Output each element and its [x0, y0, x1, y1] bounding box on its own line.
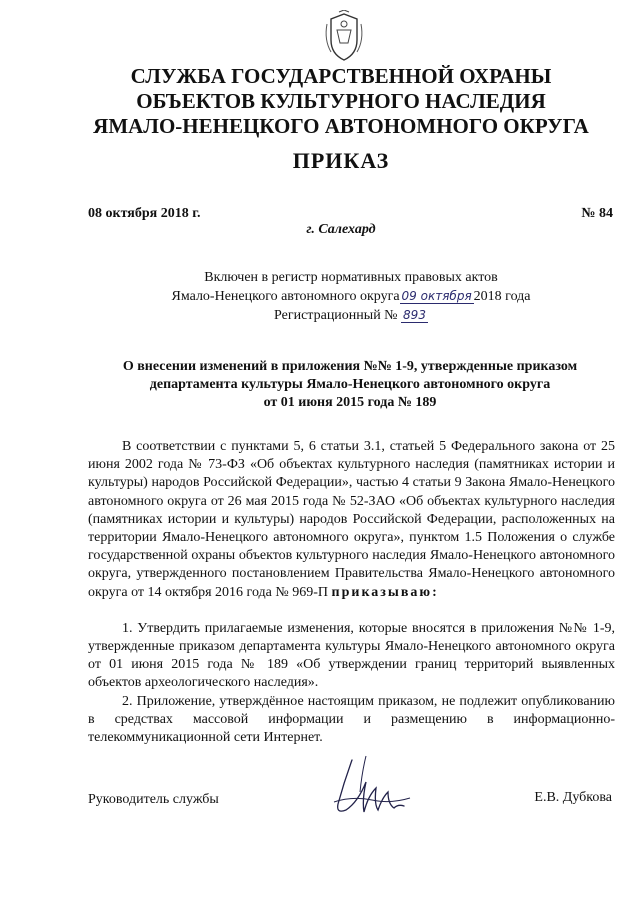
subject-line-1: О внесении изменений в приложения №№ 1-9, утвержденные приказом — [122, 359, 578, 374]
order-body — [88, 438, 615, 747]
order-subject — [90, 358, 610, 412]
coat-of-arms-emblem — [321, 10, 367, 64]
registry-line-1: Включен в регистр нормативных правовых актов — [204, 270, 498, 285]
org-title-line-3: ЯМАЛО-НЕНЕЦКОГО АВТОНОМНОГО ОКРУГА — [93, 114, 589, 138]
order-date: 08 октября 2018 г. — [88, 206, 201, 221]
paragraph-gap — [88, 602, 615, 620]
order-number: № 84 — [581, 206, 613, 221]
org-title-line-2: ОБЪЕКТОВ КУЛЬТУРНОГО НАСЛЕДИЯ — [136, 89, 546, 113]
subject-line-2: департамента культуры Ямало-Ненецкого автономного округа — [149, 377, 551, 392]
registry-handwritten-number: 893 — [403, 308, 426, 322]
organization-title — [40, 64, 640, 139]
order-word: приказываю: — [331, 584, 439, 600]
document-type: ПРИКАЗ — [292, 148, 390, 173]
registry-line-2 — [140, 287, 562, 306]
order-city: г. Салехард — [306, 222, 376, 237]
preamble-text: В соответствии с пунктами 5, 6 статьи 3.1, статьей 5 Федерального закона от 25 июня 2002 года № 73-ФЗ «Об объектах культурного наследия (памятниках истории и культуры) народов Российской Федерации», частью 4 статьи 9 Закона Ямало-Ненецкого автономного округа от 26 мая 2015 года № 52-ЗАО «Об объектах культурного наследия (памятниках истории и культуры) народов Российской Федерации, расположенных на территории Ямало-Ненецкого автономного округа», пунктом 1.5 Положения о службе государственной охраны объектов культурного наследия Ямало-Ненецкого автономного округа, утвержденного постановлением Правительства Ямало-Ненецкого автономного округа от 14 октября 2016 года № 969-П — [88, 439, 615, 600]
signer-name: Е.В. Дубкова — [534, 790, 612, 805]
registry-line-3 — [140, 306, 562, 325]
registry-line-2-suffix: 2018 года — [473, 289, 531, 304]
registry-number-label: Регистрационный № — [274, 308, 398, 323]
preamble-paragraph — [88, 438, 615, 602]
order-item-2: 2. Приложение, утверждённое настоящим приказом, не подлежит опубликованию в средствах массовой информации и размещению в информационно-телекоммуникационной сети Интернет. — [88, 693, 615, 746]
subject-line-3: от 01 июня 2015 года № 189 — [263, 395, 437, 410]
registry-stamp — [140, 269, 562, 325]
order-item-1: 1. Утвердить прилагаемые изменения, которые вносятся в приложения №№ 1-9, утвержденные приказом департамента культуры Ямало-Ненецкого автономного округа от 01 июня 2015 года № 189 «Об утверждении границ территорий выявленных объектов археологического наследия». — [88, 620, 615, 691]
registry-line-2-prefix: Ямало-Ненецкого автономного округа — [171, 289, 400, 304]
org-title-line-1: СЛУЖБА ГОСУДАРСТВЕННОЙ ОХРАНЫ — [130, 64, 552, 88]
registry-handwritten-date: 09 октября — [401, 289, 472, 303]
signer-title: Руководитель службы — [88, 792, 219, 807]
handwritten-signature — [332, 752, 412, 822]
